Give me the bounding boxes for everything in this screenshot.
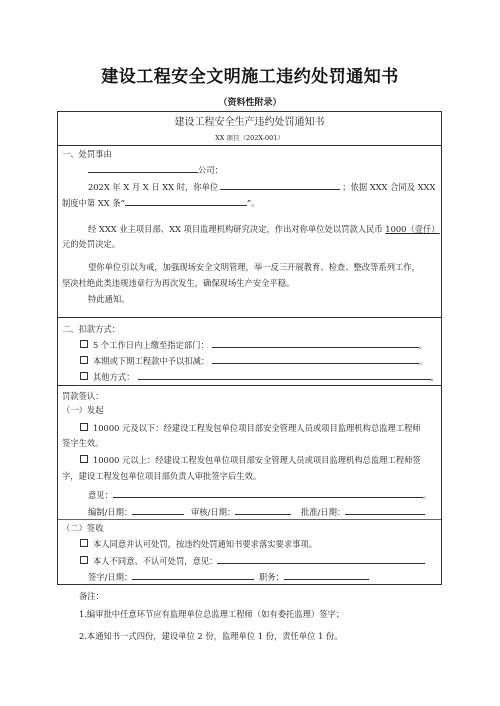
divider [58,145,441,146]
penalty-decision-line-1 [88,224,440,234]
disagree-opinion-field[interactable] [217,555,425,564]
approver-field[interactable] [345,506,425,515]
company-suffix: 公司： [198,165,223,175]
checkbox[interactable] [80,556,88,564]
company-line [88,164,223,175]
editor-line [88,506,184,517]
disagree-option [80,555,425,566]
deduction-option-3 [80,371,439,382]
section-deduction-heading: 二、扣款方式： [62,324,121,334]
period: 。 [422,490,432,500]
initiate-heading: （一）发起 [62,405,104,415]
deduction-option-3-label: 其他方式： [93,372,135,382]
threshold-option-1-line-2: 签字生效。 [62,438,104,448]
deduction-option-1-label: 5 个工作日内上缴至指定部门： [93,340,209,350]
clause-suffix: ”。 [246,198,260,208]
warning-line-2: 坚决杜绝此类违规违章行为再次发生，确保现场生产安全平稳。 [62,278,295,288]
agree-option-label: 本人同意并认可处罚，按违约处罚通知书要求落实要求事项。 [93,539,318,549]
reviewer-field[interactable] [235,506,291,515]
period: 。 [419,356,428,366]
position-line [259,571,369,582]
deduction-option-1 [80,339,427,350]
period: 。 [430,372,439,382]
opinion-label: 意见： [88,490,113,500]
form-title: 建设工程安全生产违约处罚通知书 [174,117,325,128]
note-1: 1.编审批中任意环节应有监理单位总监理工程师（如有委托监理）签字； [79,609,345,619]
clause-field[interactable] [125,197,247,206]
penalty-text-a: 经 XXX 业主项目部、XX 项目监理机构研究决定，作出对你单位处以罚款人民币 [88,224,383,234]
section-signoff-heading: 罚款签认： [62,391,104,401]
editor-label: 编制/日期： [88,507,133,517]
threshold-option-2-line-2: 字，建设工程发包单位项目部负责人审批签字后生效。 [62,471,262,481]
warning-line-1: 望你单位引以为戒，加强现场安全文明管理，举一反三开展教育、检查、整改等系列工作， [88,262,420,272]
sign-field[interactable] [132,571,254,580]
threshold-option-1-line-1 [80,423,421,433]
checkbox[interactable] [80,340,88,348]
opinion-field[interactable] [113,489,423,498]
receipt-heading: （二）签收 [62,523,104,533]
reviewer-line [191,506,291,517]
approver-label: 批准/日期： [301,507,346,517]
penalty-decision-line-2: 元的处罚决定。 [62,239,121,249]
checkbox[interactable] [80,455,88,463]
period: 。 [418,340,428,350]
threshold-option-2-text: 10000 元以上：经建设工程发包单位项目部安全管理人员或项目监理机构总监理工程师签 [93,455,421,465]
checkbox[interactable] [80,539,88,547]
incident-text-a: 202X 年 X 月 X 日 XX 时，你单位 [88,182,219,192]
opinion-line [88,489,431,500]
deduction-option-3-field[interactable] [138,371,431,380]
divider [58,519,441,520]
note-2: 2.本通知书一式四份，建设单位 2 份，监理单位 1 份，责任单位 1 份。 [79,631,343,641]
deduction-option-2-field[interactable] [212,355,419,364]
incident-field[interactable] [220,181,340,190]
document-subtitle: （资料性附录） [218,98,282,108]
reviewer-label: 审核/日期： [191,507,236,517]
divider [58,385,441,386]
approver-line [301,506,425,517]
threshold-option-2-line-1 [80,455,421,465]
company-name-field[interactable] [88,164,198,173]
checkbox[interactable] [80,372,88,380]
sign-label: 签字/日期： [88,572,133,582]
incident-text-b: ；依据 XXX 合同及 XXX [342,182,436,192]
position-label: 职务： [259,572,284,582]
checkbox[interactable] [80,356,88,364]
position-field[interactable] [284,571,369,580]
clause-prefix: 制度中第 XX 条“ [62,198,125,208]
project-number: XX 项目（202X-001） [215,134,284,142]
editor-field[interactable] [132,506,184,515]
notice-form [57,111,442,585]
deduction-option-2-label: 本期或下期工程款中予以扣减： [93,356,210,366]
deduction-option-2 [80,355,427,366]
notes-heading: 备注： [79,591,104,601]
penalty-amount: 1000（壹仟） [385,224,440,234]
threshold-option-1-text: 10000 元及以下：经建设工程发包单位项目部安全管理人员或项目监理机构总监理工程师 [93,423,421,433]
agree-option [80,539,317,549]
incident-line-2 [62,197,259,208]
incident-line-1 [88,181,435,192]
sign-line [88,571,254,582]
notice-closing: 特此通知。 [88,294,130,304]
checkbox[interactable] [80,423,88,431]
disagree-option-label: 本人不同意、不认可处罚，意见： [93,556,218,566]
divider [58,317,441,318]
section-reason-heading: 一、处罚事由 [62,149,112,159]
deduction-option-1-field[interactable] [212,339,419,348]
document-title: 建设工程安全文明施工违约处罚通知书 [101,67,399,87]
